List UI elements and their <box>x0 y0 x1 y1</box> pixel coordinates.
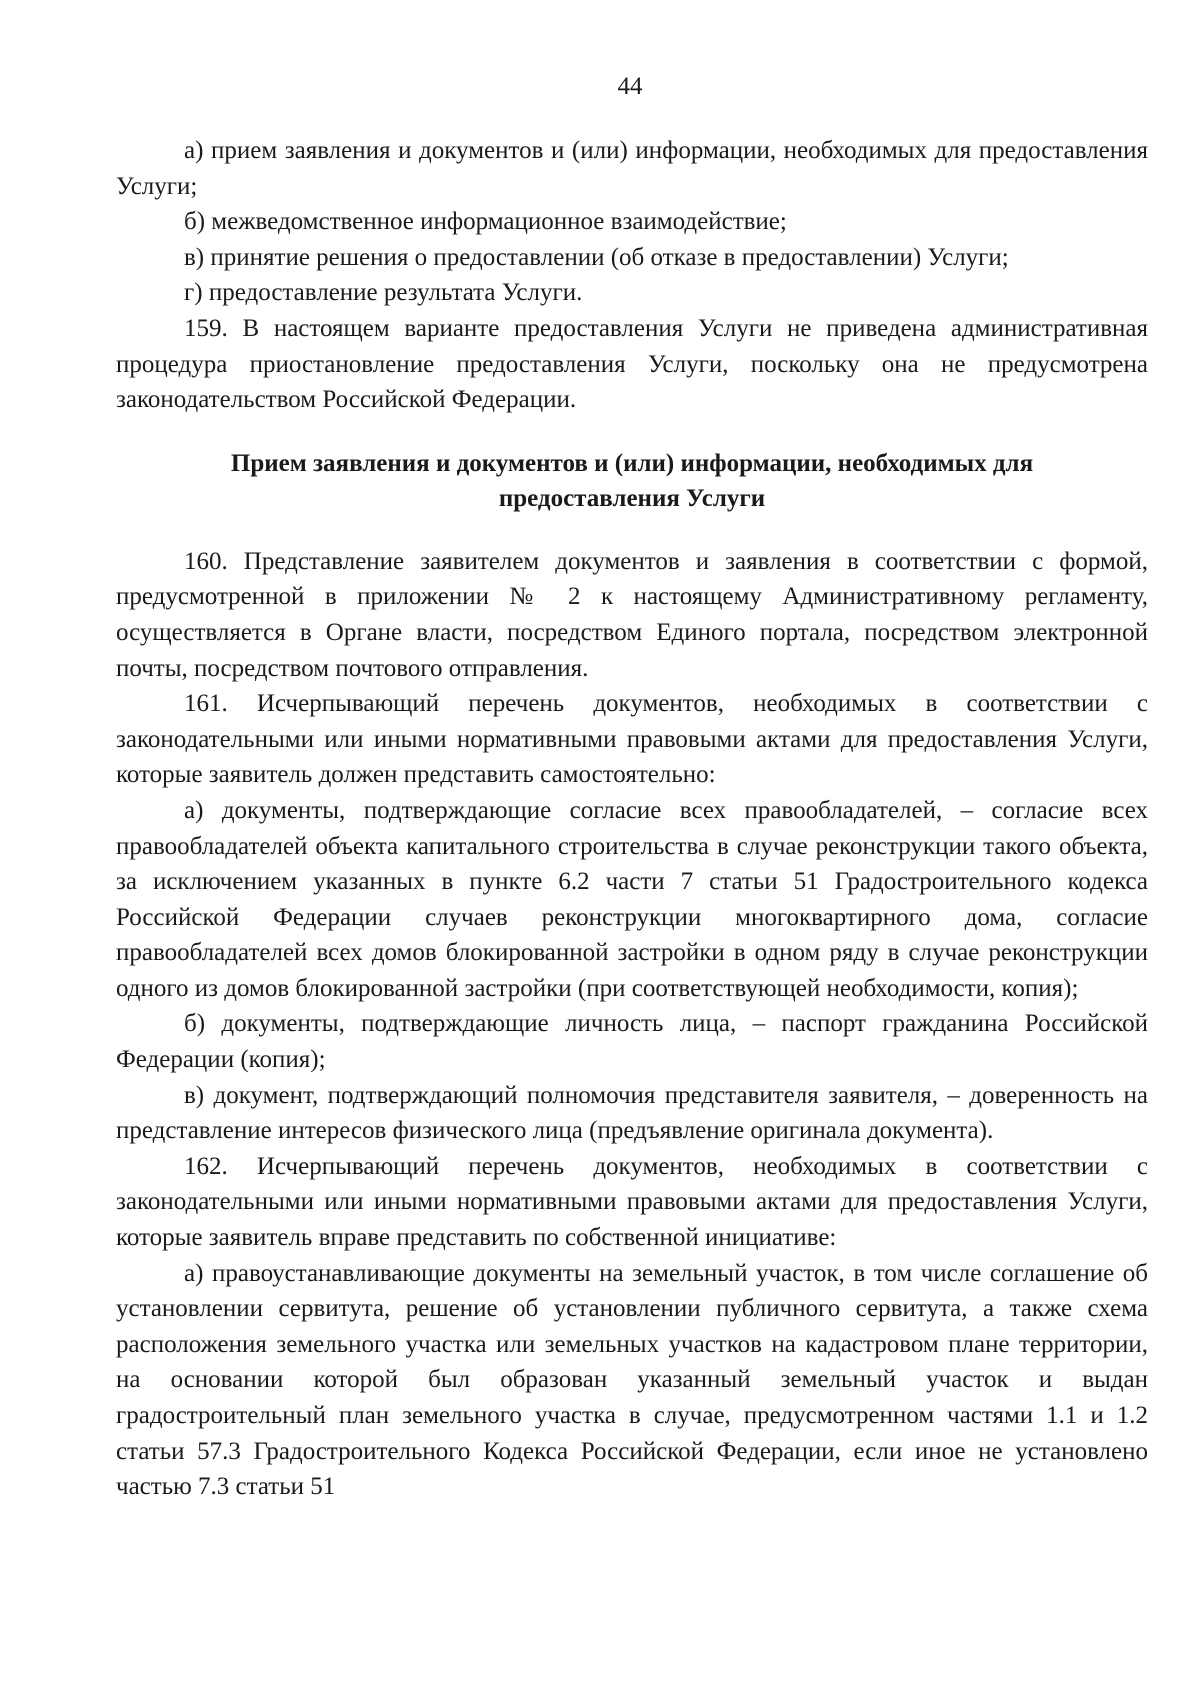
list-item-g: г) предоставление результата Услуги. <box>184 279 583 307</box>
section-heading-line-2: предоставления Услуги <box>498 485 766 513</box>
section-heading <box>116 446 1148 517</box>
list-item-a: а) прием заявления и документов и (или) информации, необходимых для предоставления Услуги; <box>116 137 1148 200</box>
clause-161-item-a: а) документы, подтверждающие согласие всех правообладателей, – согласие всех правообладателей объекта капитального строительства в случае реконструкции такого объекта, за исключением указанных в пункте 6.2 части 7 статьи 51 Градостроительного кодекса Российской Федерации случаев реконструкции многоквартирного дома, согласие правообладателей всех домов блокированной застройки в одном ряду в случае реконструкции одного из домов блокированной застройки (при соответствующей необходимости, копия); <box>116 796 1148 1002</box>
document-body <box>116 133 1148 1505</box>
clause-161-item-v: в) документ, подтверждающий полномочия представителя заявителя, – доверенность на представление интересов физического лица (предъявление оригинала документа). <box>116 1081 1148 1145</box>
section-heading-line-1: Прием заявления и документов и (или) информации, необходимых для <box>230 449 1034 477</box>
list-item-b: б) межведомственное информационное взаимодействие; <box>184 208 787 236</box>
list-item-v: в) принятие решения о предоставлении (об отказе в предоставлении) Услуги; <box>184 243 1009 271</box>
clause-159: 159. В настоящем варианте предоставления Услуги не приведена административная процедура приостановление предоставления Услуги, поскольку она не предусмотрена законодательством Российской Федерации. <box>116 314 1148 414</box>
clause-160: 160. Представление заявителем документов и заявления в соответствии с формой, предусмотренной в приложении № 2 к настоящему Административному регламенту, осуществляется в Органе власти, посредством Единого портала, посредством электронной почты, посредством почтового отправления. <box>116 547 1148 682</box>
clause-162-item-a: а) правоустанавливающие документы на земельный участок, в том числе соглашение об установлении сервитута, решение об установлении публичного сервитута, а также схема расположения земельного участка или земельных участков на кадастровом плане территории, на основании которой был образован указанный земельный участок и выдан градостроительный план земельного участка в случае, предусмотренном частями 1.1 и 1.2 статьи 57.3 Градостроительного Кодекса Российской Федерации, если иное не установлено частью 7.3 статьи 51 <box>116 1259 1148 1501</box>
clause-161: 161. Исчерпывающий перечень документов, необходимых в соответствии с законодательными или иными нормативными правовыми актами для предоставления Услуги, которые заявитель должен представить самостоятельно: <box>116 690 1148 789</box>
clause-161-item-b: б) документы, подтверждающие личность лица, – паспорт гражданина Российской Федерации (копия); <box>116 1010 1148 1074</box>
page-number: 44 <box>617 73 643 100</box>
clause-162: 162. Исчерпывающий перечень документов, необходимых в соответствии с законодательными или иными нормативными правовыми актами для предоставления Услуги, которые заявитель вправе представить по собственной инициативе: <box>116 1152 1148 1252</box>
